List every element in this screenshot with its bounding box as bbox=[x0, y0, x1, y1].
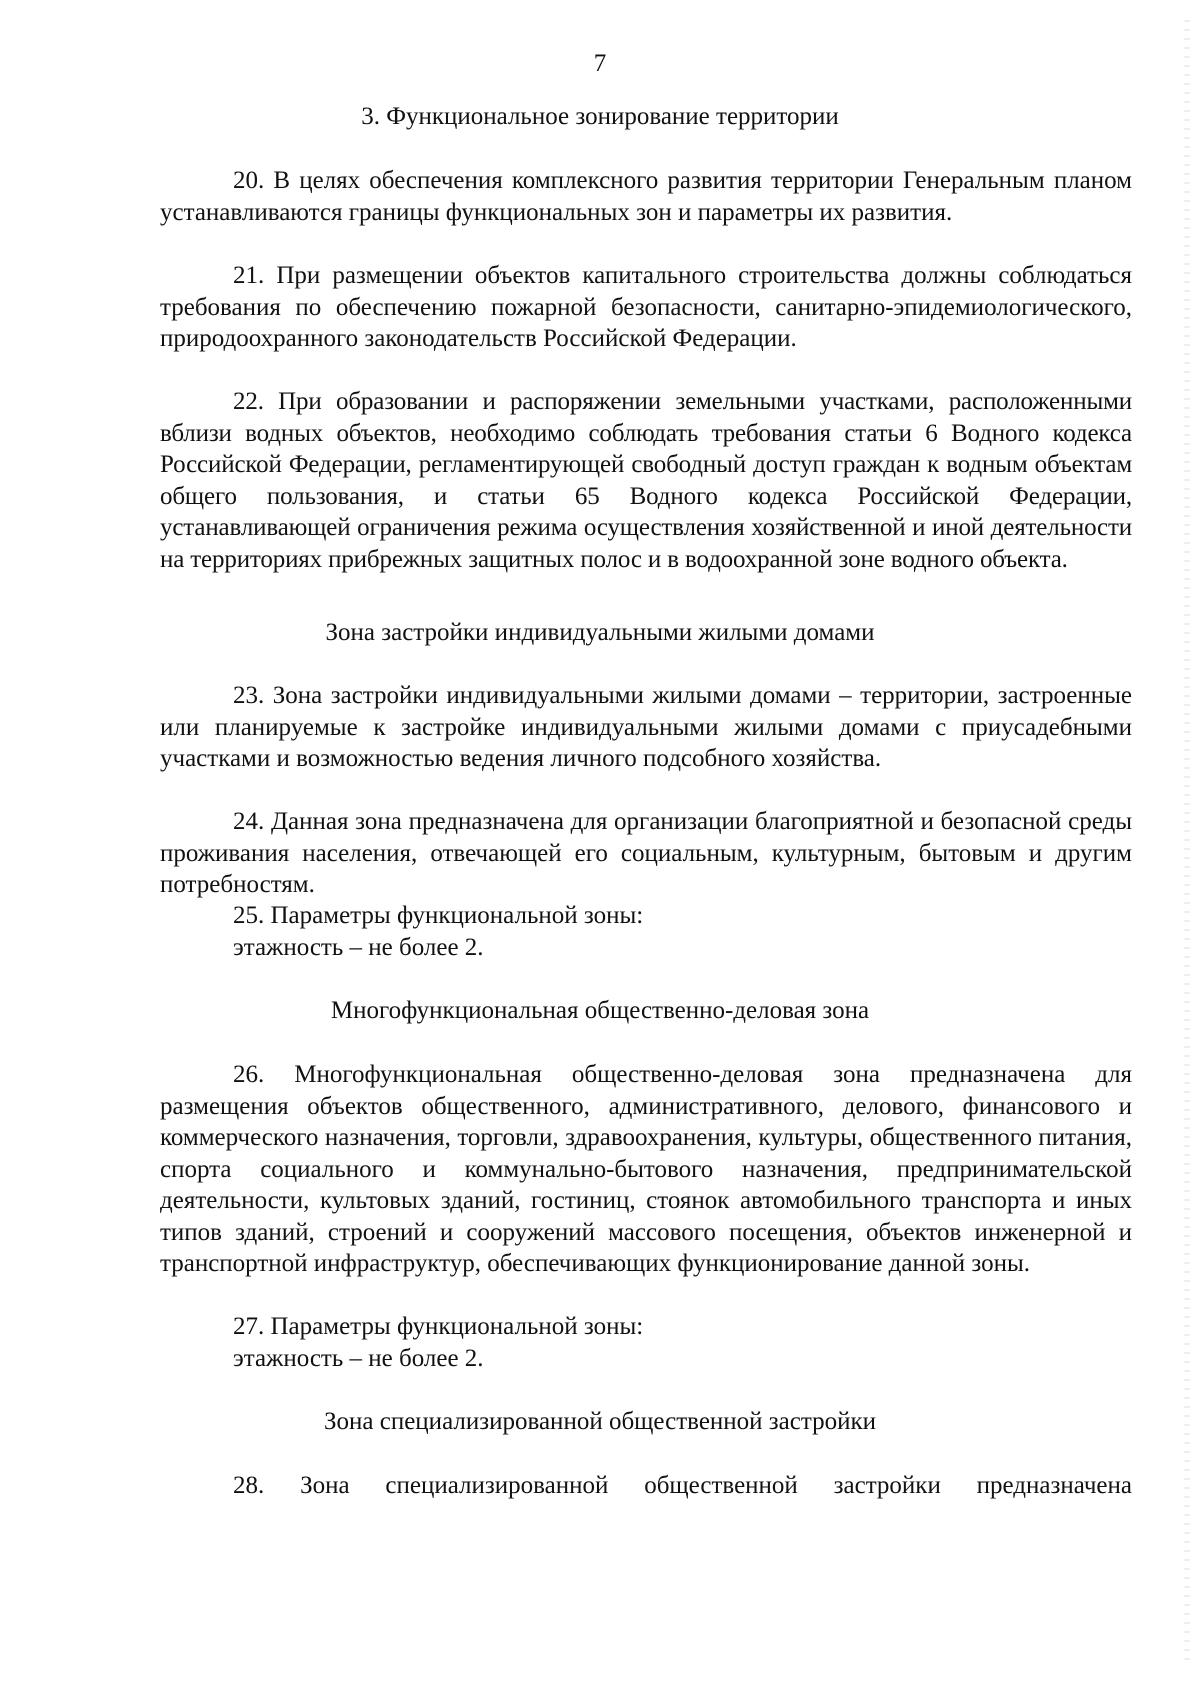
params-line-25: 25. Параметры функциональной зоны: bbox=[233, 902, 644, 929]
paragraph-28: 28. Зона специализированной общественной застройки предназначена bbox=[233, 1472, 1132, 1499]
floors-line-zone-1: этажность – не более 2. bbox=[233, 934, 484, 961]
page-number: 7 bbox=[593, 50, 607, 77]
paragraph-26: 26. Многофункциональная общественно-деловая зона предназначена для размещения объектов общественного, административного, делового, финансового и коммерческого назначения, торговли, здравоохранения, культуры, общественного питания, спорта социального и коммунально-бытового назначения, предпринимательской деятельности, культовых зданий, гостиниц, стоянок автомобильного транспорта и иных типов зданий, строений и сооружений массового посещения, объектов инженерной и транспортной инфраструктур, обеспечивающих функционирование данной зоны. bbox=[160, 1061, 1132, 1277]
paragraph-20: 20. В целях обеспечения комплексного развития территории Генеральным планом устанавливаются границы функциональных зон и параметры их развития. bbox=[160, 167, 1132, 226]
paragraph-23: 23. Зона застройки индивидуальными жилыми домами – территории, застроенные или планируемые к застройке индивидуальными жилыми домами с приусадебными участками и возможностью ведения личного подсобного хозяйства. bbox=[160, 682, 1132, 772]
zone-heading-specialized-public: Зона специализированной общественной застройки bbox=[323, 1408, 876, 1435]
section-title: 3. Функциональное зонирование территории bbox=[361, 103, 839, 130]
floors-line-zone-2: этажность – не более 2. bbox=[233, 1345, 484, 1372]
params-line-27: 27. Параметры функциональной зоны: bbox=[233, 1313, 644, 1340]
zone-heading-individual-housing: Зона застройки индивидуальными жилыми домами bbox=[325, 619, 875, 646]
paragraph-21: 21. При размещении объектов капитального строительства должны соблюдаться требования по обеспечению пожарной безопасности, санитарно-эпидемиологического, природоохранного законодательств Российской Федерации. bbox=[160, 262, 1132, 352]
paragraph-22: 22. При образовании и распоряжении земельными участками, расположенными вблизи водных объектов, необходимо соблюдать требования статьи 6 Водного кодекса Российской Федерации, регламентирующей свободный доступ граждан к водным объектам общего пользования, и статьи 65 Водного кодекса Российской Федерации, устанавливающей ограничения режима осуществления хозяйственной и иной деятельности на территориях прибрежных защитных полос и в водоохранной зоне водного объекта. bbox=[160, 388, 1132, 573]
paragraph-24: 24. Данная зона предназначена для организации благоприятной и безопасной среды проживания населения, отвечающей его социальным, культурным, бытовым и другим потребностям. bbox=[160, 808, 1132, 898]
zone-heading-multifunctional: Многофункциональная общественно-деловая зона bbox=[330, 997, 870, 1024]
